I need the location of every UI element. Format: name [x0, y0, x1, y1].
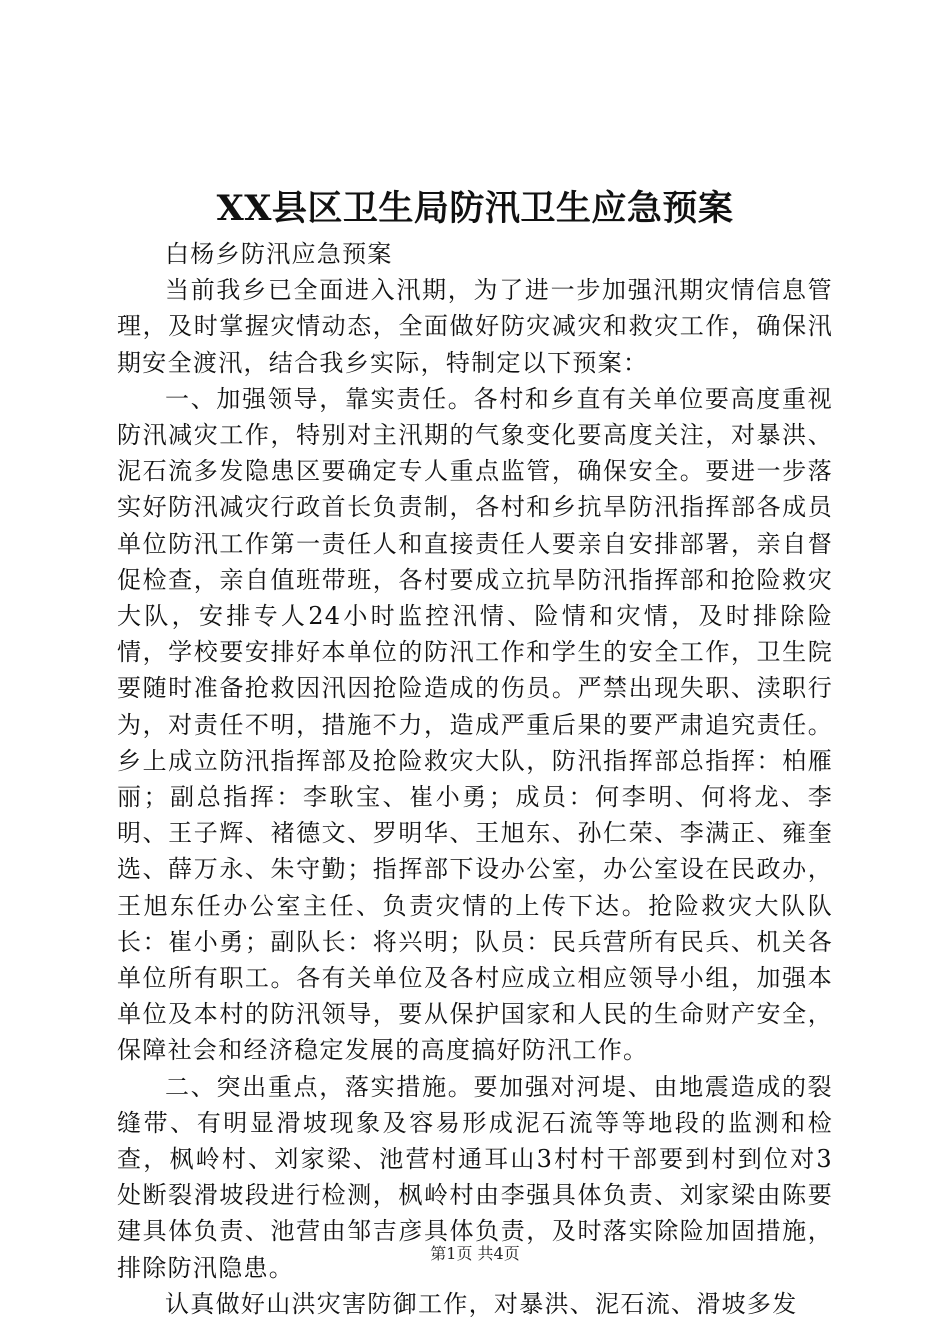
document-title: XX县区卫生局防汛卫生应急预案	[216, 188, 734, 229]
paragraph-flood-defense: 认真做好山洪灾害防御工作，对暴洪、泥石流、滑坡多发	[165, 1289, 798, 1318]
paragraph-section-one: 一、加强领导，靠实责任。各村和乡直有关单位要高度重视防汛减灾工作，特别对主汛期的气象变化要高度关注，对暴洪、泥石流多发隐患区要确定专人重点监管，确保安全。要进一步落实好防汛减灾行政首长负责制，各村和乡抗旱防汛指挥部各成员单位防汛工作第一责任人和直接责任人要亲自安排部署，亲自督促检查，亲自值班带班，各村要成立抗旱防汛指挥部和抢险救灾大队，安排专人24小时监控汛情、险情和灾情，及时排除险情，学校要安排好本单位的防汛工作和学生的安全工作，卫生院要随时准备抢救因汛因抢险造成的伤员。严禁出现失职、渎职行为，对责任不明，措施不力，造成严重后果的要严肃追究责任。乡上成立防汛指挥部及抢险救灾大队，防汛指挥部总指挥：柏雁丽；副总指挥：李耿宝、崔小勇；成员：何李明、何将龙、李明、王子辉、褚德文、罗明华、王旭东、孙仁荣、李满正、雍奎选、薛万永、朱守勤；指挥部下设办公室，办公室设在民政办，王旭东任办公室主任、负责灾情的上传下达。抢险救灾大队队长：崔小勇；副队长：将兴明；队员：民兵营所有民兵、机关各单位所有职工。各有关单位及各村应成立相应领导小组，加强本单位及本村的防汛领导，要从保护国家和人民的生命财产安全，保障社会和经济稳定发展的高度搞好防汛工作。	[117, 384, 833, 1065]
page-number-footer: 第1页 共4页	[430, 1244, 520, 1263]
paragraph-intro: 当前我乡已全面进入汛期，为了进一步加强汛期灾情信息管理，及时掌握灾情动态，全面做好防灾减灾和救灾工作，确保汛期安全渡汛，结合我乡实际，特制定以下预案：	[117, 276, 833, 377]
paragraph-section-two: 二、突出重点，落实措施。要加强对河堤、由地震造成的裂缝带、有明显滑坡现象及容易形成泥石流等等地段的监测和检查，枫岭村、刘家梁、池营村通耳山3村村干部要到村到位对3处断裂滑坡段进行检测，枫岭村由李强具体负责、刘家梁由陈要建具体负责、池营由邹吉彦具体负责，及时落实除险加固措施，排除防汛隐患。	[117, 1072, 833, 1282]
paragraph-subtitle: 白杨乡防汛应急预案	[165, 240, 393, 268]
document-body	[117, 236, 833, 1322]
